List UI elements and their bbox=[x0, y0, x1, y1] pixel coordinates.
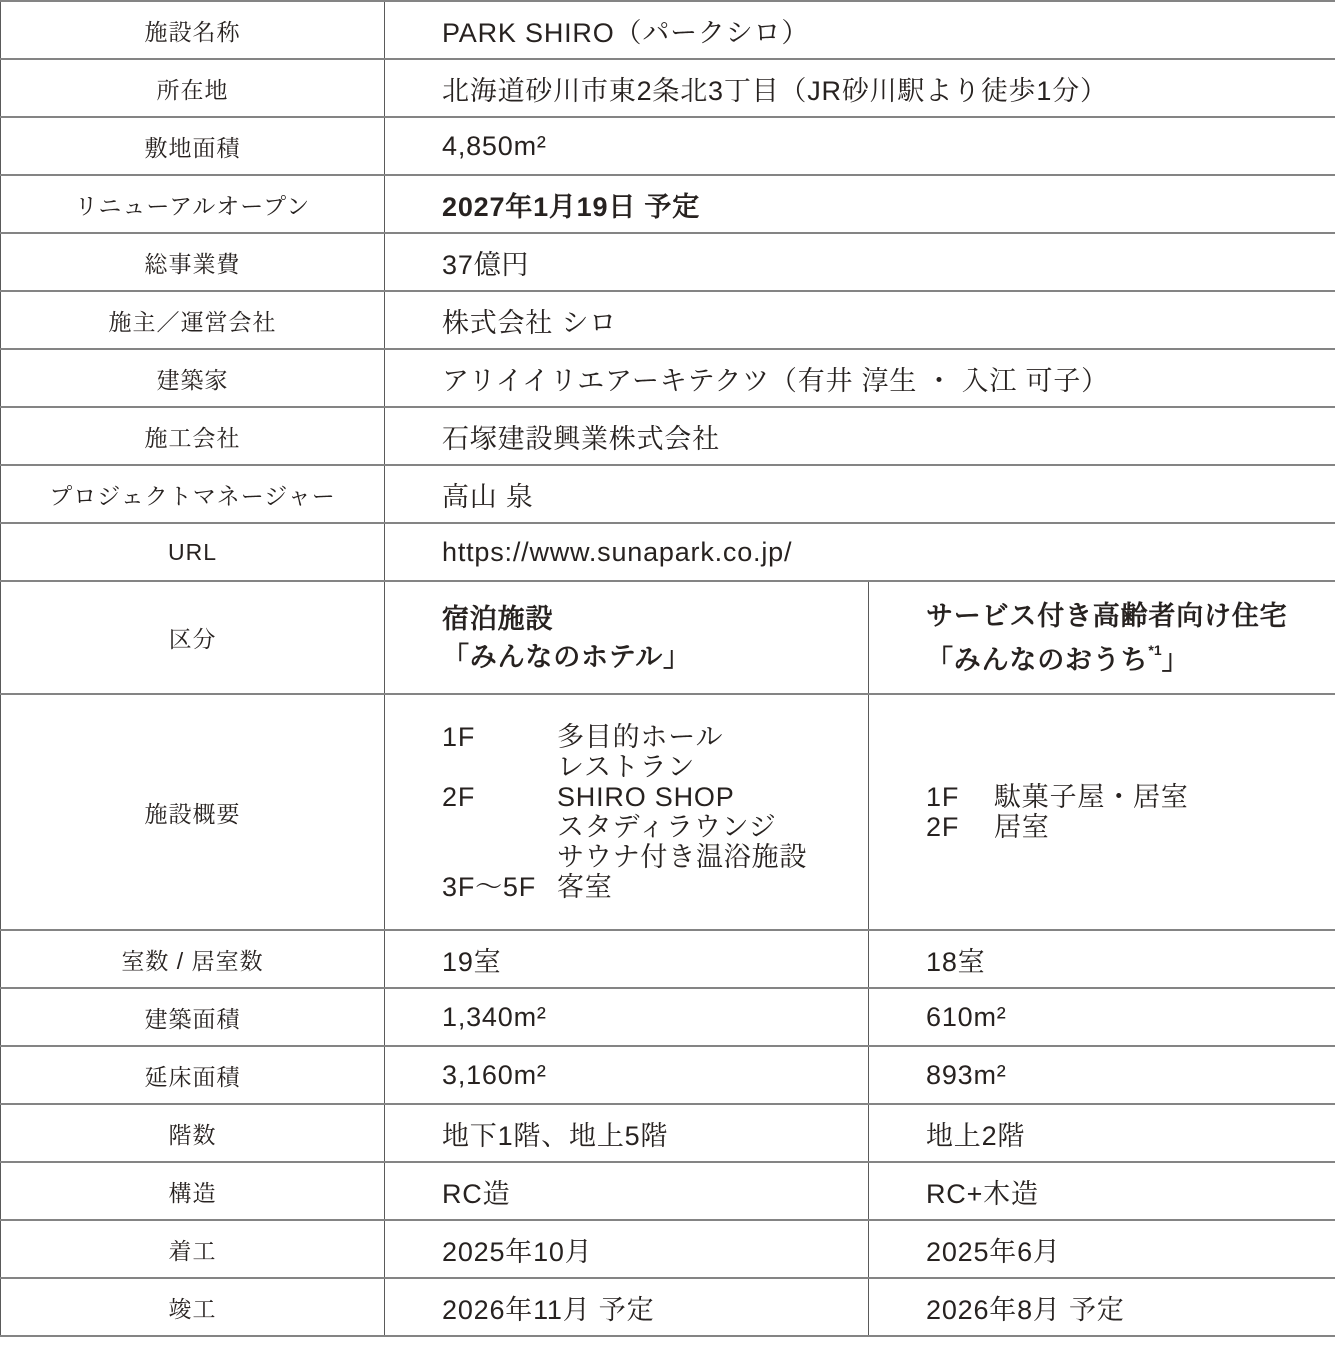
table-row bbox=[1, 291, 1335, 349]
overview-residence-cell bbox=[869, 694, 1335, 930]
category-residence-header bbox=[869, 581, 1335, 694]
table-row bbox=[1, 523, 1335, 581]
row-label-building-area: 建築面積 bbox=[1, 988, 385, 1046]
rooms-hotel-value: 19室 bbox=[385, 930, 869, 988]
construction-start-residence-value: 2025年6月 bbox=[869, 1220, 1335, 1278]
overview-hotel-floor-1f bbox=[442, 722, 852, 782]
row-label-owner-operator: 施主／運営会社 bbox=[1, 291, 385, 349]
structure-hotel-value: RC造 bbox=[385, 1162, 869, 1220]
floor-item: 客室 bbox=[557, 872, 613, 902]
table-row bbox=[1, 117, 1335, 175]
table-row bbox=[1, 407, 1335, 465]
project-manager-value: 高山 泉 bbox=[385, 465, 1335, 523]
row-label-facility-name: 施設名称 bbox=[1, 1, 385, 59]
category-hotel-line1: 宿泊施設 bbox=[442, 603, 554, 634]
footnote-marker: *1 bbox=[1148, 641, 1162, 658]
rooms-residence-value: 18室 bbox=[869, 930, 1335, 988]
table-row bbox=[1, 175, 1335, 233]
total-floor-area-residence-value: 893m² bbox=[869, 1046, 1335, 1104]
floor-item: 多目的ホール bbox=[557, 722, 724, 752]
table-row bbox=[1, 1162, 1335, 1220]
row-label-contractor: 施工会社 bbox=[1, 407, 385, 465]
row-label-url: URL bbox=[1, 523, 385, 581]
floor-label: 2F bbox=[926, 812, 960, 842]
category-hotel-line2: 「みんなのホテル」 bbox=[442, 641, 691, 672]
overview-hotel-cell bbox=[385, 694, 869, 930]
table-row bbox=[1, 233, 1335, 291]
floor-label: 2F bbox=[442, 782, 476, 812]
row-label-construction-start: 着工 bbox=[1, 1220, 385, 1278]
floor-item: スタディラウンジ bbox=[557, 812, 777, 842]
facility-name-value: PARK SHIRO（パークシロ） bbox=[385, 1, 1335, 59]
table-row-overview bbox=[1, 694, 1335, 930]
table-row bbox=[1, 1278, 1335, 1336]
table-row bbox=[1, 59, 1335, 117]
floors-hotel-value: 地下1階、地上5階 bbox=[385, 1104, 869, 1162]
table-row bbox=[1, 930, 1335, 988]
completion-residence-value: 2026年8月 予定 bbox=[869, 1278, 1335, 1336]
row-label-total-floor-area: 延床面積 bbox=[1, 1046, 385, 1104]
row-label-category: 区分 bbox=[1, 581, 385, 694]
row-label-rooms: 室数 / 居室数 bbox=[1, 930, 385, 988]
row-label-overview: 施設概要 bbox=[1, 694, 385, 930]
row-label-completion: 竣工 bbox=[1, 1278, 385, 1336]
row-label-project-manager: プロジェクトマネージャー bbox=[1, 465, 385, 523]
table-row bbox=[1, 349, 1335, 407]
row-label-floors: 階数 bbox=[1, 1104, 385, 1162]
table-row bbox=[1, 988, 1335, 1046]
location-value: 北海道砂川市東2条北3丁目（JR砂川駅より徒歩1分） bbox=[385, 59, 1335, 117]
completion-hotel-value: 2026年11月 予定 bbox=[385, 1278, 869, 1336]
total-cost-value: 37億円 bbox=[385, 233, 1335, 291]
overview-residence-floor-1f bbox=[926, 782, 1319, 812]
table-row bbox=[1, 1046, 1335, 1104]
floor-item: SHIRO SHOP bbox=[557, 782, 735, 812]
table-row bbox=[1, 1104, 1335, 1162]
row-label-structure: 構造 bbox=[1, 1162, 385, 1220]
contractor-value: 石塚建設興業株式会社 bbox=[385, 407, 1335, 465]
total-floor-area-hotel-value: 3,160m² bbox=[385, 1046, 869, 1104]
floor-label: 1F bbox=[442, 722, 476, 752]
floor-item: 居室 bbox=[994, 812, 1050, 842]
architect-value: アリイイリエアーキテクツ（有井 淳生 ・ 入江 可子） bbox=[385, 349, 1335, 407]
table-row-category bbox=[1, 581, 1335, 694]
row-label-renewal-open: リニューアルオープン bbox=[1, 175, 385, 233]
category-hotel-header bbox=[385, 581, 869, 694]
renewal-open-value: 2027年1月19日 予定 bbox=[385, 175, 1335, 233]
row-label-architect: 建築家 bbox=[1, 349, 385, 407]
floor-label: 3F〜5F bbox=[442, 872, 537, 902]
table-row bbox=[1, 465, 1335, 523]
category-residence-line2: 「みんなのおうち$^{*1}$」 bbox=[926, 641, 1190, 675]
overview-hotel-floor-2f bbox=[442, 782, 852, 872]
overview-residence-floor-2f bbox=[926, 812, 1319, 842]
floor-item: レストラン bbox=[557, 752, 696, 782]
building-area-residence-value: 610m² bbox=[869, 988, 1335, 1046]
row-label-site-area: 敷地面積 bbox=[1, 117, 385, 175]
overview-hotel-floor-3f-5f bbox=[442, 872, 852, 902]
floor-item: 駄菓子屋・居室 bbox=[994, 782, 1189, 812]
table-row bbox=[1, 1, 1335, 59]
floor-item: サウナ付き温浴施設 bbox=[557, 842, 808, 872]
floor-label: 1F bbox=[926, 782, 960, 812]
row-label-location: 所在地 bbox=[1, 59, 385, 117]
building-area-hotel-value: 1,340m² bbox=[385, 988, 869, 1046]
site-area-value: 4,850m² bbox=[385, 117, 1335, 175]
url-value: https://www.sunapark.co.jp/ bbox=[385, 523, 1335, 581]
category-residence-line1: サービス付き高齢者向け住宅 bbox=[926, 600, 1288, 631]
table-row bbox=[1, 1220, 1335, 1278]
construction-start-hotel-value: 2025年10月 bbox=[385, 1220, 869, 1278]
floors-residence-value: 地上2階 bbox=[869, 1104, 1335, 1162]
owner-operator-value: 株式会社 シロ bbox=[385, 291, 1335, 349]
structure-residence-value: RC+木造 bbox=[869, 1162, 1335, 1220]
row-label-total-cost: 総事業費 bbox=[1, 233, 385, 291]
